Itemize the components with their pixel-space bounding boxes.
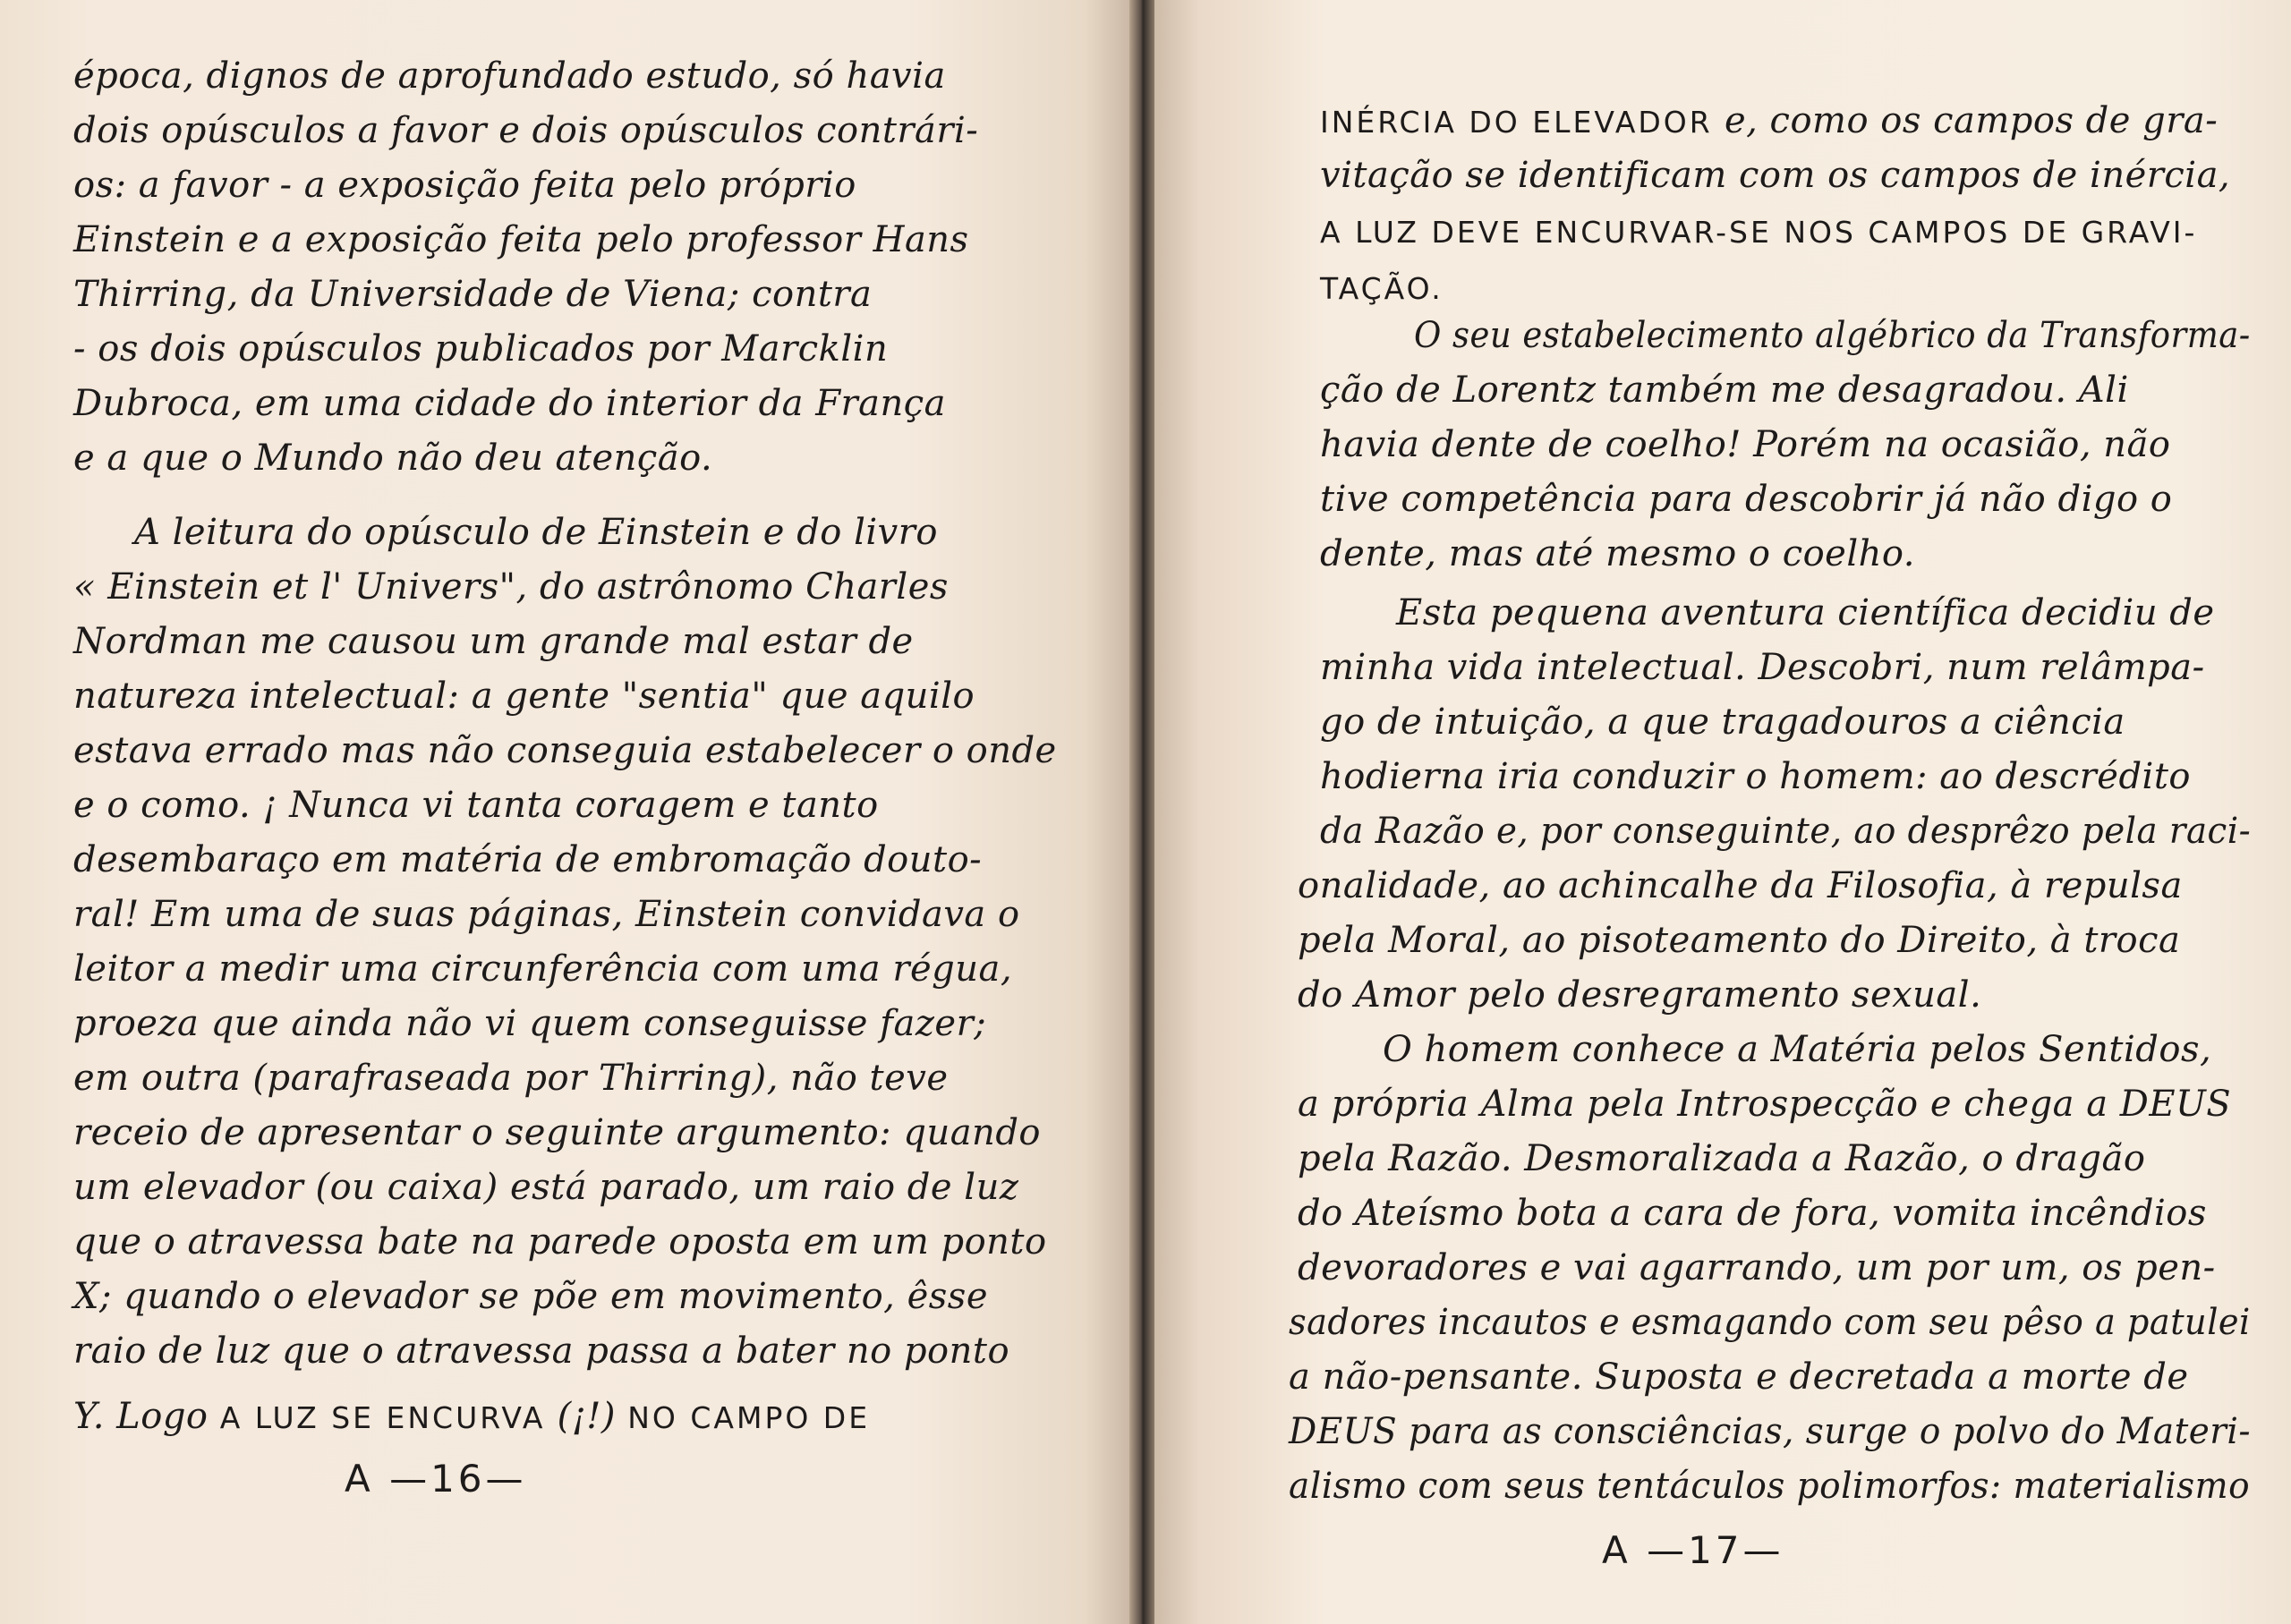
right-line-caps: TAÇÃO. (1320, 271, 1444, 306)
left-line: proeza que ainda não vi quem conseguisse fazer; (73, 1003, 987, 1044)
right-line: do Amor pelo desregramento sexual. (1298, 974, 1982, 1016)
left-line: dois opúsculos a favor e dois opúsculos contrári- (73, 110, 979, 151)
right-line: pela Moral, ao pisoteamento do Direito, à troca (1298, 920, 2181, 961)
left-line: e o como. ¡ Nunca vi tanta coragem e tanto (73, 785, 879, 826)
left-page-number: A —16— (345, 1457, 527, 1501)
left-line: os: a favor - a exposição feita pelo próprio (73, 165, 856, 206)
left-line: Nordman me causou um grande mal estar de (73, 621, 914, 662)
right-line: onalidade, ao achincalhe da Filosofia, à repulsa (1298, 865, 2183, 906)
right-line: sadores incautos e esmagando com seu pêso a patulei (1289, 1302, 2251, 1343)
left-last-line-start: Y. Logo (73, 1396, 209, 1437)
left-line: em outra (parafraseada por Thirring), não teve (73, 1058, 949, 1099)
left-line: estava errado mas não conseguia estabelecer o onde (73, 730, 1057, 771)
left-line: Einstein e a exposição feita pelo professor Hans (73, 219, 969, 260)
right-line (1320, 100, 2218, 141)
left-last-line-mark: (¡!) (557, 1396, 616, 1437)
right-line: Esta pequena aventura científica decidiu de (1396, 592, 2215, 633)
right-line: pela Razão. Desmoralizada a Razão, o dragão (1298, 1138, 2146, 1179)
left-line: ral! Em uma de suas páginas, Einstein convidava o (73, 894, 1020, 935)
book-gutter (1129, 0, 1154, 1624)
right-line: alismo com seus tentáculos polimorfos: materialismo (1289, 1466, 2251, 1507)
left-line: « Einstein et l' Univers", do astrônomo Charles (73, 566, 949, 608)
left-last-line-caps: A LUZ SE ENCURVA (219, 1400, 546, 1435)
left-line: raio de luz que o atravessa passa a bater no ponto (73, 1331, 1010, 1372)
right-line: vitação se identificam com os campos de inércia, (1320, 155, 2231, 196)
right-line: do Ateísmo bota a cara de fora, vomita incêndios (1298, 1193, 2207, 1234)
right-line: havia dente de coelho! Porém na ocasião, não (1320, 424, 2171, 465)
right-line: ção de Lorentz também me desagradou. Ali (1320, 370, 2129, 411)
left-line: natureza intelectual: a gente "sentia" que aquilo (73, 676, 975, 717)
right-line-caps: A LUZ DEVE ENCURVAR-SE NOS CAMPOS DE GRAVI- (1320, 215, 2198, 250)
left-line: época, dignos de aprofundado estudo, só havia (73, 55, 946, 97)
left-line: - os dois opúsculos publicados por Marcklin (73, 328, 889, 370)
right-line: hodierna iria conduzir o homem: ao descrédito (1320, 756, 2192, 797)
right-line: a própria Alma pela Introspecção e chega a DEUS (1298, 1084, 2232, 1125)
right-page-number: A —17— (1602, 1528, 1784, 1572)
left-line: leitor a medir uma circunferência com uma régua, (73, 948, 1013, 990)
left-last-line (73, 1396, 870, 1437)
left-line: A leitura do opúsculo de Einstein e do livro (134, 512, 938, 553)
right-line: da Razão e, por conseguinte, ao desprêzo pela raci- (1320, 811, 2252, 852)
right-line: DEUS para as consciências, surge o polvo do Materi- (1289, 1411, 2251, 1452)
left-line: que o atravessa bate na parede oposta em um ponto (73, 1221, 1047, 1263)
left-line: um elevador (ou caixa) está parado, um raio de luz (73, 1167, 1019, 1208)
right-line: dente, mas até mesmo o coelho. (1320, 533, 1915, 574)
left-line: Dubroca, em uma cidade do interior da França (73, 383, 946, 424)
left-last-line-caps-end: NO CAMPO DE (627, 1400, 871, 1435)
right-line-rest: e, como os campos de gra- (1724, 100, 2219, 141)
left-line: Thirring, da Universidade de Viena; contra (73, 274, 873, 315)
left-line: e a que o Mundo não deu atenção. (73, 438, 713, 479)
right-line: O homem conhece a Matéria pelos Sentidos, (1383, 1029, 2212, 1070)
right-line: minha vida intelectual. Descobri, num relâmpa- (1320, 647, 2205, 688)
left-line: receio de apresentar o seguinte argumento: quando (73, 1112, 1042, 1153)
right-line: O seu estabelecimento algébrico da Transforma- (1414, 315, 2251, 356)
right-line: tive competência para descobrir já não digo o (1320, 479, 2173, 520)
right-line: devoradores e vai agarrando, um por um, os pen- (1298, 1247, 2216, 1288)
right-line-caps: INÉRCIA DO ELEVADOR (1320, 105, 1713, 140)
left-line: desembaraço em matéria de embromação douto- (73, 839, 983, 880)
right-line: a não-pensante. Suposta e decretada a morte de (1289, 1356, 2189, 1398)
left-line: X; quando o elevador se põe em movimento, êsse (73, 1276, 989, 1317)
right-line: go de intuição, a que tragadouros a ciência (1320, 701, 2125, 743)
